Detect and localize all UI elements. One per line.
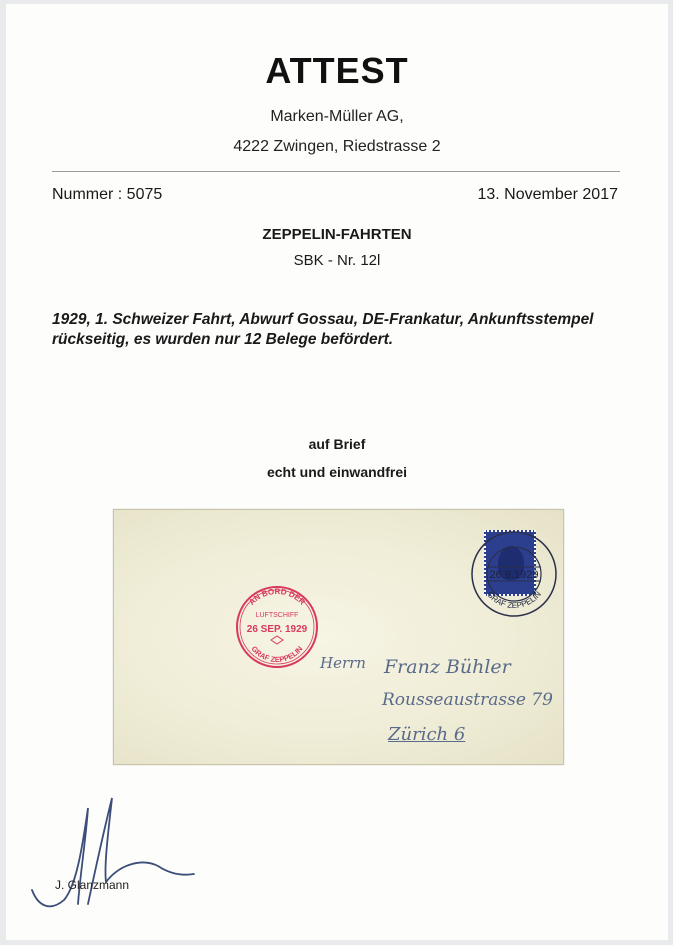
- handwritten-address: [314, 648, 554, 758]
- cover-photo: [113, 509, 564, 765]
- svg-text:GRAF ZEPPELIN: [485, 590, 543, 610]
- certificate-page: [6, 4, 668, 940]
- authenticity-verdict: echt und einwandfrei: [266, 464, 407, 480]
- cachet-mid-text: LUFTSCHIFF: [255, 612, 299, 619]
- company-name: Marken-Müller AG,: [270, 108, 404, 125]
- cachet-top-text: AN BORD DER: [247, 586, 307, 607]
- certificate-date: 13. November 2017: [477, 186, 618, 203]
- svg-text:AN BORD DER: [247, 587, 307, 607]
- recipient-city: Zürich 6: [388, 724, 466, 745]
- cachet-bottom-text: GRAF ZEPPELIN: [249, 644, 305, 665]
- cachet-date: 26 SEP. 1929: [246, 624, 308, 635]
- on-cover-note: auf Brief: [308, 436, 366, 452]
- header-divider: [52, 171, 620, 172]
- company-address: 4222 Zwingen, Riedstrasse 2: [233, 138, 441, 155]
- certificate-number: Nummer : 5075: [52, 186, 163, 203]
- item-description: 1929, 1. Schweizer Fahrt, Abwurf Gossau, DE-Frankatur, Ankunftsstempel rückseitig, es wurden nur 12 Belege befördert.: [52, 311, 594, 348]
- catalog-number: SBK - Nr. 12l: [293, 252, 381, 269]
- recipient-name: Franz Bühler: [384, 656, 511, 678]
- zeppelin-cachet: [232, 582, 322, 672]
- postmark-ring-text: GRAF ZEPPELIN: [485, 589, 543, 611]
- document-title: ATTEST: [265, 50, 409, 91]
- category-heading: ZEPPELIN-FAHRTEN: [262, 226, 412, 243]
- signature-mark: [24, 794, 204, 919]
- postmark: [466, 526, 562, 622]
- recipient-salutation: Herrn: [320, 654, 366, 672]
- postmark-date: 26.9.1929: [489, 569, 539, 581]
- cachet-ornament: [271, 636, 283, 644]
- signer-name: J. Glanzmann: [55, 878, 130, 892]
- recipient-street: Rousseaustrasse 79: [382, 690, 553, 710]
